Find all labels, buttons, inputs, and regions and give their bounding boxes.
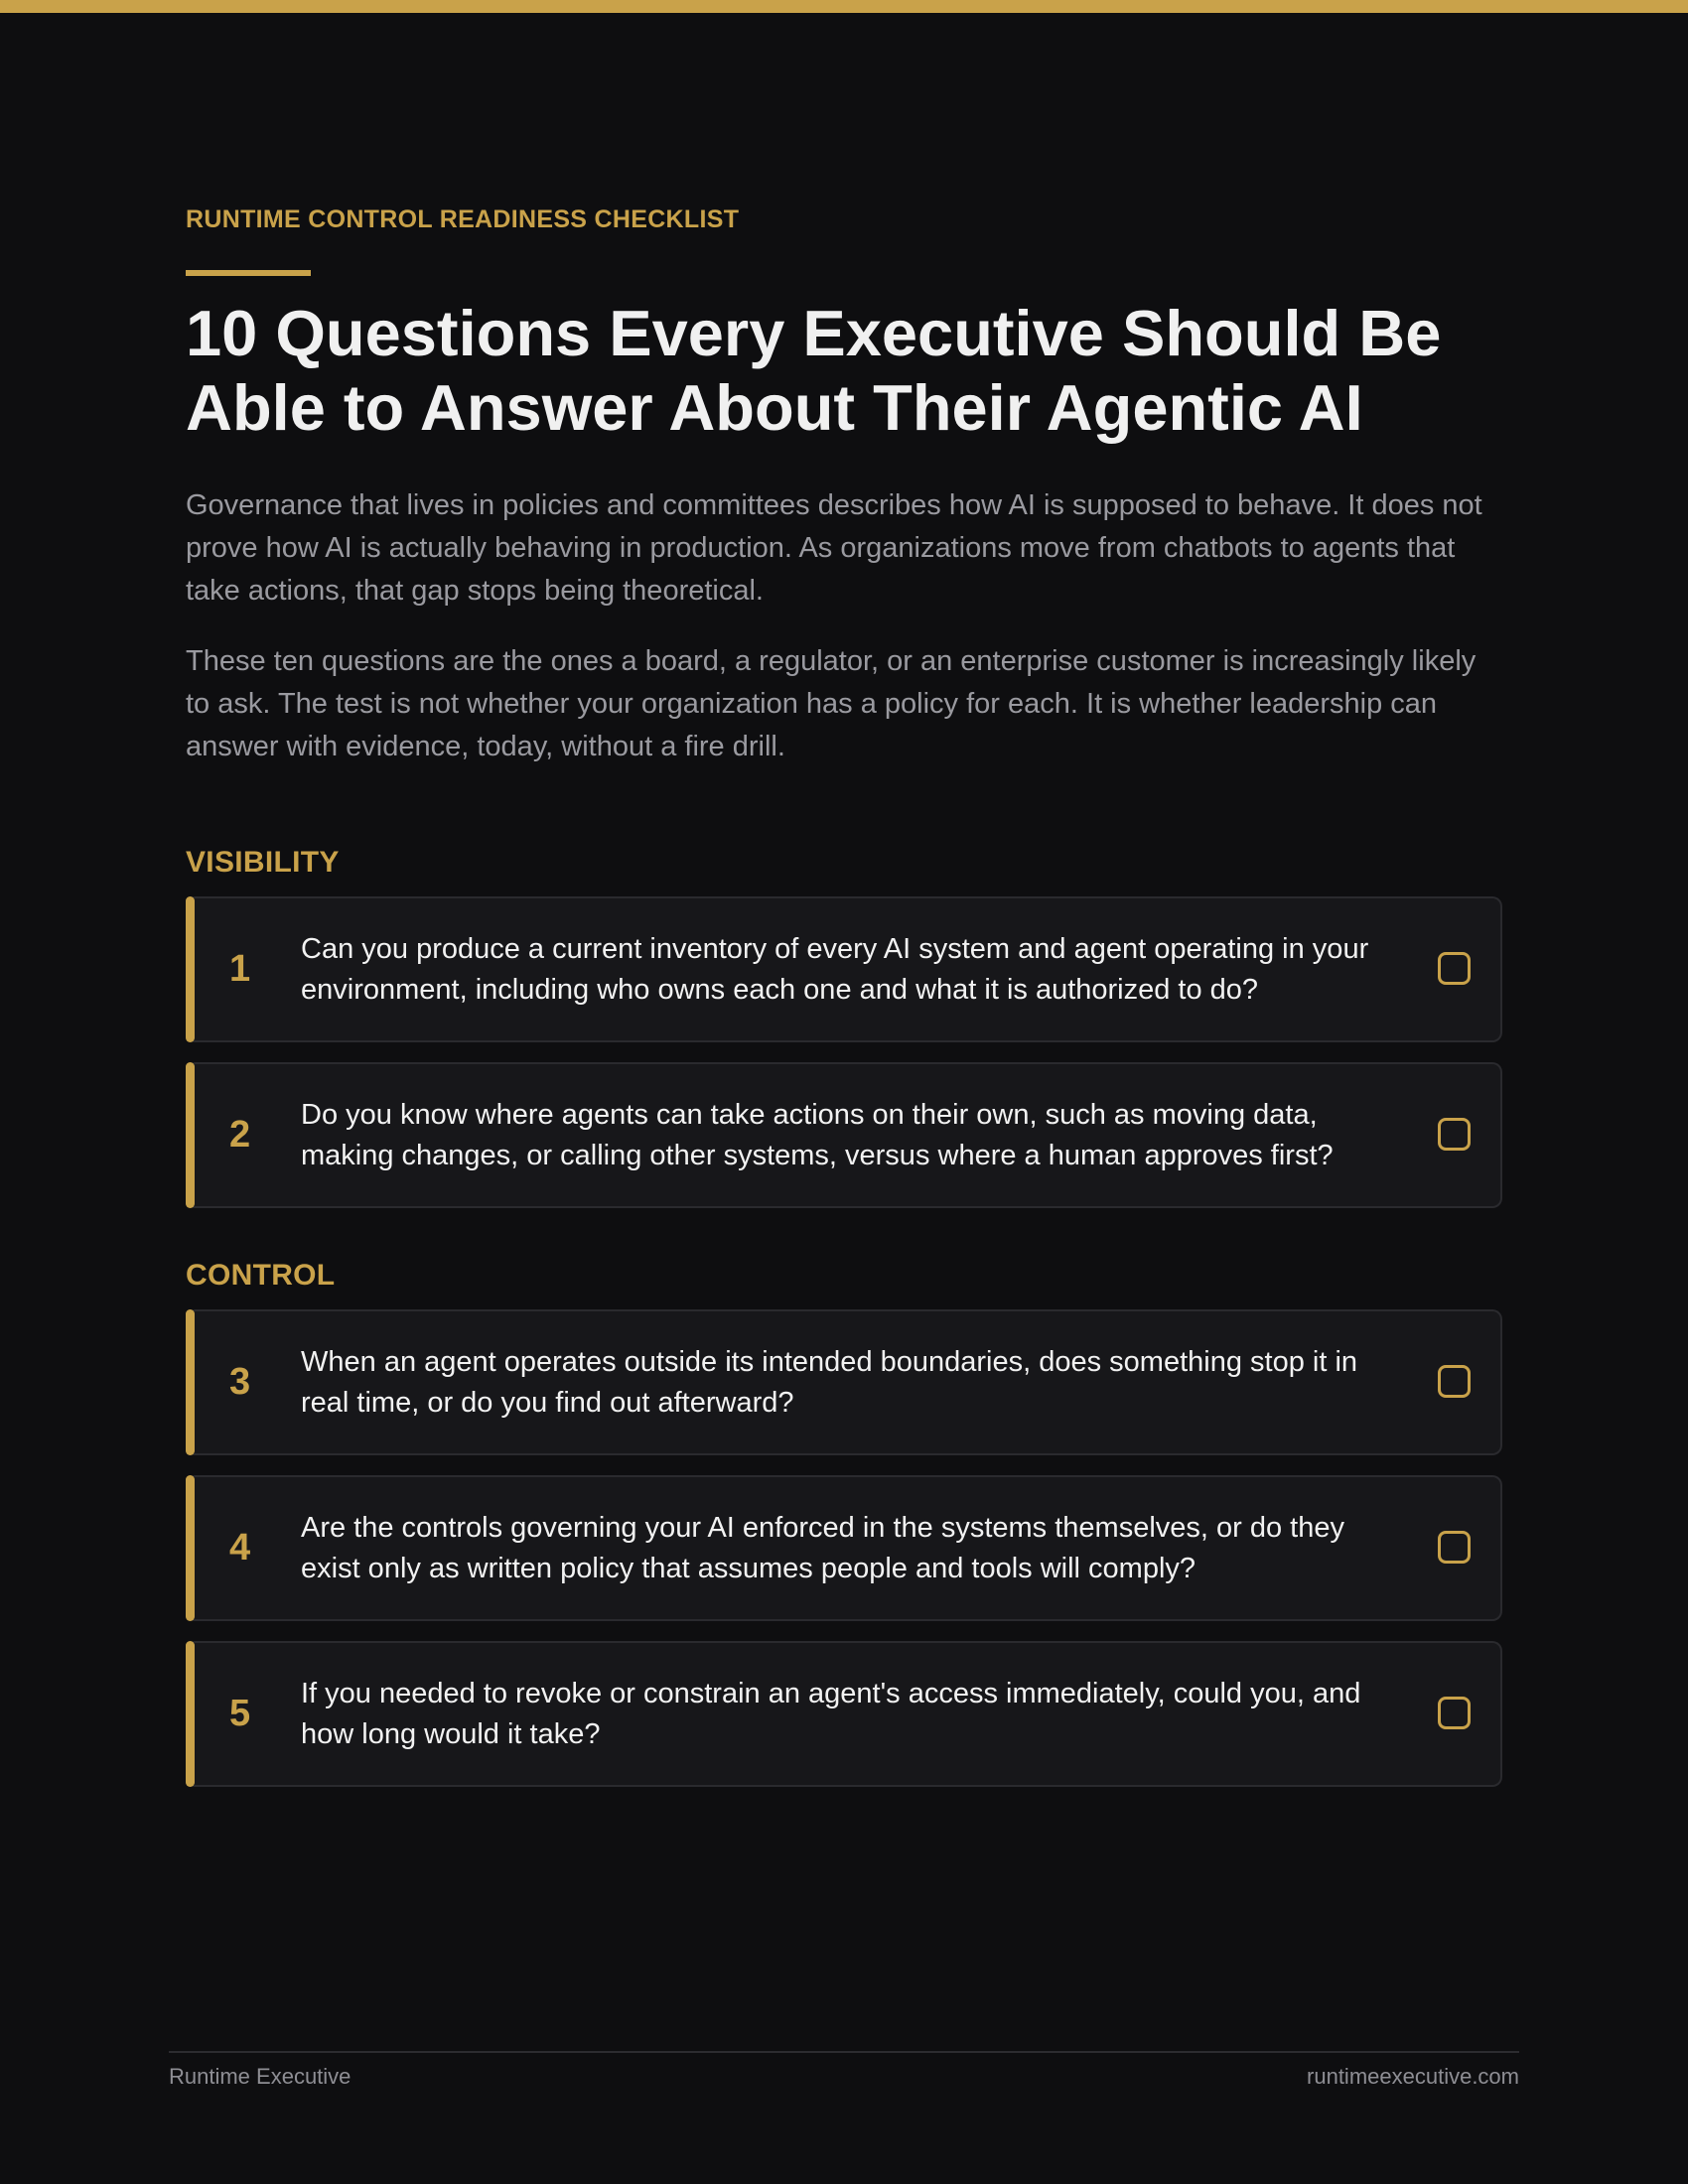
item-number: 2: [229, 1114, 251, 1156]
checkbox-2[interactable]: [1438, 1118, 1471, 1151]
item-number: 5: [229, 1693, 251, 1734]
item-question: Are the controls governing your AI enforced in the systems themselves, or do they exist only as written policy that assumes people and tools will comply?: [301, 1511, 1344, 1584]
footer-brand: Runtime Executive: [169, 2064, 352, 2089]
checklist-item-4: [186, 1475, 1502, 1621]
card-accent: [186, 1062, 195, 1208]
checkbox-1[interactable]: [1438, 952, 1471, 985]
item-number: 1: [229, 948, 251, 990]
item-question: Do you know where agents can take actions on their own, such as moving data, making changes, or calling other systems, versus where a human approves first?: [301, 1098, 1334, 1171]
checkbox-5[interactable]: [1438, 1697, 1471, 1729]
checklist-item-3: [186, 1309, 1502, 1455]
card-accent: [186, 1309, 195, 1455]
section-label-visibility: VISIBILITY: [186, 846, 340, 879]
item-question: If you needed to revoke or constrain an agent's access immediately, could you, and how long would it take?: [301, 1677, 1361, 1750]
item-number: 4: [229, 1527, 251, 1569]
intro-paragraph-2: These ten questions are the ones a board, a regulator, or an enterprise customer is increasingly likely to ask. The test is not whether your organization has a policy for each. It is whether leadership can answer with evidence, today, without a fire drill.: [186, 645, 1477, 762]
section-label-control: CONTROL: [186, 1259, 336, 1292]
card-accent: [186, 1641, 195, 1787]
item-question: When an agent operates outside its intended boundaries, does something stop it in real time, or do you find out afterward?: [301, 1345, 1358, 1419]
eyebrow-label: RUNTIME CONTROL READINESS CHECKLIST: [186, 205, 740, 233]
checklist-item-5: [186, 1641, 1502, 1787]
footer-url: runtimeexecutive.com: [1307, 2064, 1519, 2089]
top-accent-bar: [0, 0, 1688, 13]
page-title: 10 Questions Every Executive Should Be Able to Answer About Their Agentic AI: [186, 297, 1442, 444]
eyebrow-rule: [186, 270, 311, 276]
checkbox-4[interactable]: [1438, 1531, 1471, 1564]
checklist-item-2: [186, 1062, 1502, 1208]
card-accent: [186, 1475, 195, 1621]
checkbox-3[interactable]: [1438, 1365, 1471, 1398]
intro-paragraph-1: Governance that lives in policies and committees describes how AI is supposed to behave. It does not prove how AI is actually behaving in production. As organizations move from chatbots to agents that take actions, that gap stops being theoretical.: [186, 489, 1482, 607]
checklist-item-1: [186, 896, 1502, 1042]
footer-divider: [169, 2051, 1519, 2053]
card-accent: [186, 896, 195, 1042]
item-question: Can you produce a current inventory of every AI system and agent operating in your environment, including who owns each one and what it is authorized to do?: [301, 932, 1369, 1006]
item-number: 3: [229, 1361, 251, 1403]
